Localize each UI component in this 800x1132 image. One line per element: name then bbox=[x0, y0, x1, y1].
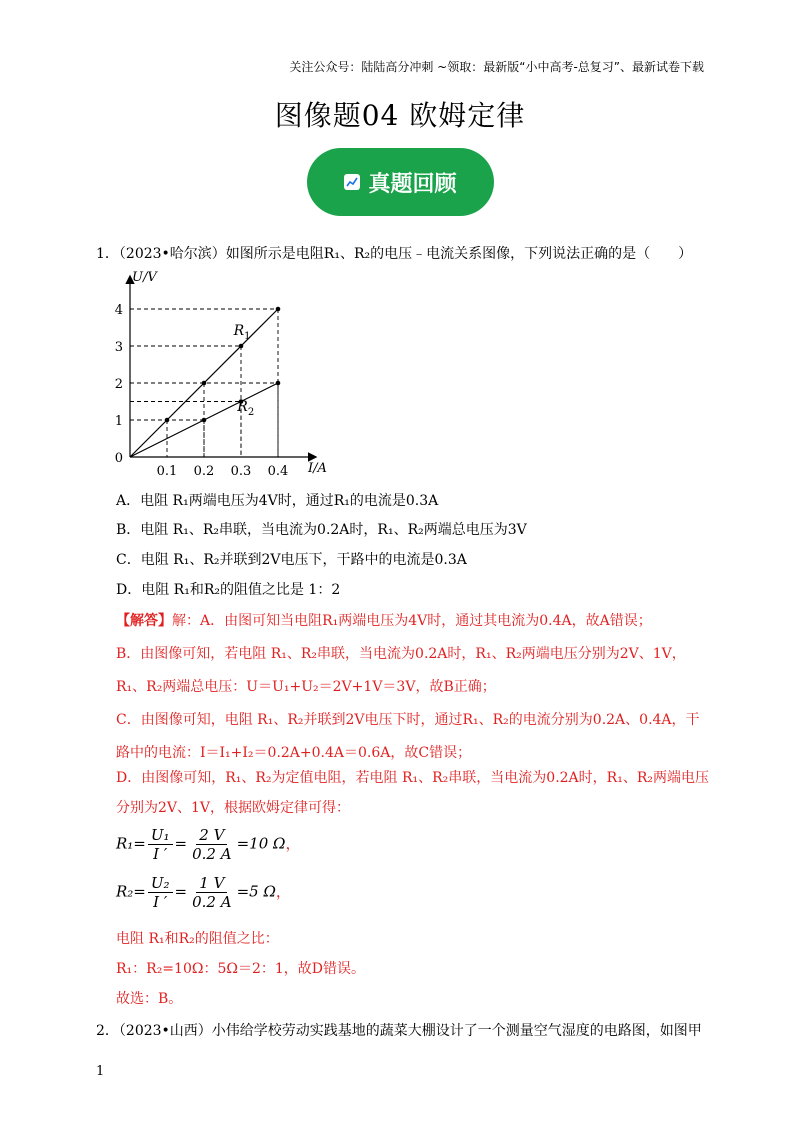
formula-r2-num2: 1 V bbox=[196, 874, 227, 893]
page-number: 1 bbox=[96, 1064, 105, 1079]
point-R1-1 bbox=[202, 381, 207, 386]
series-label-R1: $R_1$ bbox=[233, 322, 251, 342]
answer-line-6: D．由图像可知，R₁、R₂为定值电阻，若电阻 R₁、R₂串联，当电流为0.2A时，R₁、R₂两端电压 bbox=[116, 770, 709, 786]
answer-line-1 bbox=[116, 610, 652, 630]
y-tick-0: 1 bbox=[114, 414, 123, 429]
answer-choice: 故选：B。 bbox=[116, 991, 183, 1007]
x-tick-1: 0.2 bbox=[193, 464, 215, 479]
formula-r1-lhs: R₁= bbox=[116, 834, 146, 853]
formula-r1-den1: I ′ bbox=[153, 845, 168, 863]
formula-r2-rhs: =5 Ω bbox=[236, 882, 276, 901]
formula-r1-num1: U₁ bbox=[148, 826, 173, 845]
formula-r1-den2: 0.2 A bbox=[192, 845, 232, 863]
y-tick-2: 3 bbox=[114, 340, 123, 355]
answer-tag: 【解答】 bbox=[116, 613, 172, 629]
answer-line-2: B．由图像可知，若电阻 R₁、R₂串联，当电流为0.2A时，R₁、R₂两端电压分别为2V、1V， bbox=[116, 646, 686, 662]
formula-r1 bbox=[116, 826, 300, 863]
ui-graph bbox=[110, 265, 350, 480]
formula-r1-eq: = bbox=[174, 834, 188, 853]
x-tick-3: 0.4 bbox=[267, 464, 289, 479]
x-axis-label: I/A bbox=[308, 461, 327, 476]
formula-r1-num2: 2 V bbox=[196, 826, 227, 845]
section-badge bbox=[307, 148, 494, 216]
formula-r1-rhs: =10 Ω bbox=[236, 834, 286, 853]
formula-r2 bbox=[116, 874, 291, 911]
formula-r2-num1: U₂ bbox=[148, 874, 173, 893]
formula-r2-eq: = bbox=[174, 882, 188, 901]
point-R1-0 bbox=[165, 418, 170, 423]
question-1-stem: 1．（2023•哈尔滨）如图所示是电阻R₁、R₂的电压﹣电流关系图像，下列说法正确的是（ ） bbox=[96, 246, 693, 262]
origin-label: 0 bbox=[114, 451, 123, 466]
formula-r2-lhs: R₂= bbox=[116, 882, 146, 901]
header-note: 关注公众号：陆陆高分冲刺 ~领取：最新版“小中高考-总复习”、最新试卷下载 bbox=[289, 60, 704, 74]
chart-icon bbox=[344, 174, 360, 190]
formula-r2-den1: I ′ bbox=[153, 893, 168, 911]
option-d: D．电阻 R₁和R₂的阻值之比是 1：2 bbox=[116, 582, 341, 598]
formula-r2-tail: ， bbox=[275, 882, 291, 901]
page-title: 图像题04 欧姆定律 bbox=[274, 99, 526, 132]
answer-line-4: C．由图像可知，电阻 R₁、R₂并联到2V电压下时，通过R₁、R₂的电流分别为0.2A、0.4A，干 bbox=[116, 712, 700, 728]
formula-r1-tail: ， bbox=[285, 834, 301, 853]
question-2-stem: 2．（2023•山西）小伟给学校劳动实践基地的蔬菜大棚设计了一个测量空气湿度的电路图，如图甲 bbox=[96, 1023, 702, 1039]
answer-line-7: 分别为2V、1V，根据欧姆定律可得： bbox=[116, 800, 351, 816]
x-tick-0: 0.1 bbox=[156, 464, 178, 479]
x-tick-2: 0.3 bbox=[230, 464, 252, 479]
answer-ratio-label: 电阻 R₁和R₂的阻值之比： bbox=[116, 931, 279, 947]
formula-r2-den2: 0.2 A bbox=[192, 893, 232, 911]
option-b: B．电阻 R₁、R₂串联，当电流为0.2A时，R₁、R₂两端总电压为3V bbox=[116, 522, 527, 538]
point-R1-2 bbox=[239, 344, 244, 349]
point-R1-3 bbox=[276, 307, 281, 312]
y-tick-1: 2 bbox=[114, 377, 123, 392]
badge-label: 真题回顾 bbox=[368, 171, 457, 197]
point-R2-0 bbox=[202, 418, 207, 423]
point-R2-2 bbox=[276, 381, 281, 386]
y-axis-label: U/V bbox=[132, 270, 157, 285]
option-a: A．电阻 R₁两端电压为4V时，通过R₁的电流是0.3A bbox=[116, 493, 439, 509]
answer-line-5: 路中的电流：I＝I₁+I₂＝0.2A+0.4A＝0.6A，故C错误； bbox=[116, 745, 472, 761]
answer-ratio: R₁：R₂=10Ω：5Ω＝2：1，故D错误。 bbox=[116, 961, 366, 977]
y-tick-3: 4 bbox=[114, 303, 123, 318]
answer-first: 解：A．由图可知当电阻R₁两端电压为4V时，通过其电流为0.4A，故A错误； bbox=[172, 613, 652, 629]
option-c: C．电阻 R₁、R₂并联到2V电压下，干路中的电流是0.3A bbox=[116, 552, 467, 568]
answer-line-3: R₁、R₂两端总电压：U＝U₁+U₂＝2V+1V＝3V，故B正确； bbox=[116, 679, 496, 695]
series-label-R2: $R_2$ bbox=[237, 398, 255, 418]
